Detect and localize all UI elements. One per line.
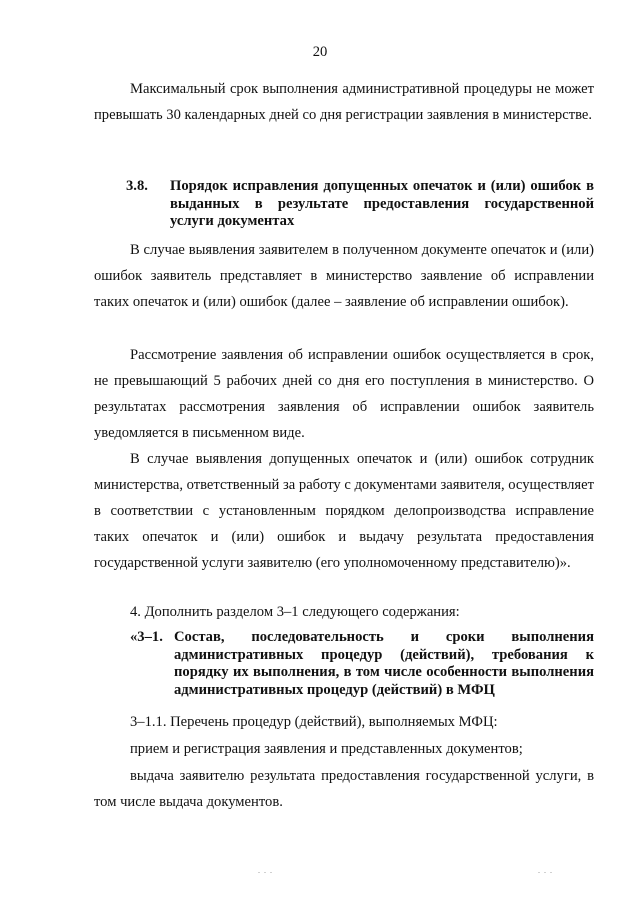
paragraph-max-term: Максимальный срок выполнения административной процедуры не может превышать 30 календарных дней со дня регистрации заявления в министерстве. <box>94 81 594 123</box>
section-heading-3-1 <box>94 629 594 701</box>
section-title: Состав, последовательность и сроки выполнения административных процедур (действий), требования к порядку их выполнения, в том числе особенности выполнения административных процедур (действий) в МФЦ <box>174 629 594 698</box>
paragraph-correction: В случае выявления допущенных опечаток и (или) ошибок сотрудник министерства, ответственный за работу с документами заявителя, осуществляет в соответствии с установленным порядком делопроизводства исправление таких опечаток и (или) ошибок и выдачу результата предоставления государственной услуги заявителю (его уполномоченному представителю)». <box>94 451 594 571</box>
list-item-reception: прием и регистрация заявления и представленных документов; <box>130 741 523 757</box>
section-number: «3–1. <box>130 629 163 645</box>
section-heading-3-8 <box>94 178 594 232</box>
page-number: 20 <box>312 44 328 60</box>
paragraph-review-term: Рассмотрение заявления об исправлении ошибок осуществляется в срок, не превышающий 5 рабочих дней со дня его поступления в министерство. О результатах рассмотрения заявления об исправлении ошибок заявитель уведомляется в письменном виде. <box>94 347 594 441</box>
section-number: 3.8. <box>126 178 148 194</box>
paragraph-error-detection: В случае выявления заявителем в полученном документе опечаток и (или) ошибок заявитель представляет в министерство заявление об исправлении таких опечаток и (или) ошибок (далее – заявление об исправлении ошибок). <box>94 242 594 310</box>
paragraph-mfc-procedures: 3–1.1. Перечень процедур (действий), выполняемых МФЦ: <box>130 714 498 730</box>
scan-artifact: . . . <box>258 866 273 875</box>
scan-artifact: . . . <box>538 866 553 875</box>
section-title: Порядок исправления допущенных опечаток и (или) ошибок в выданных в результате предоставления государственной услуги документах <box>170 178 594 229</box>
paragraph-add-section: 4. Дополнить разделом 3–1 следующего содержания: <box>130 604 460 620</box>
list-item-issuance: выдача заявителю результата предоставления государственной услуги, в том числе выдача документов. <box>94 768 594 810</box>
